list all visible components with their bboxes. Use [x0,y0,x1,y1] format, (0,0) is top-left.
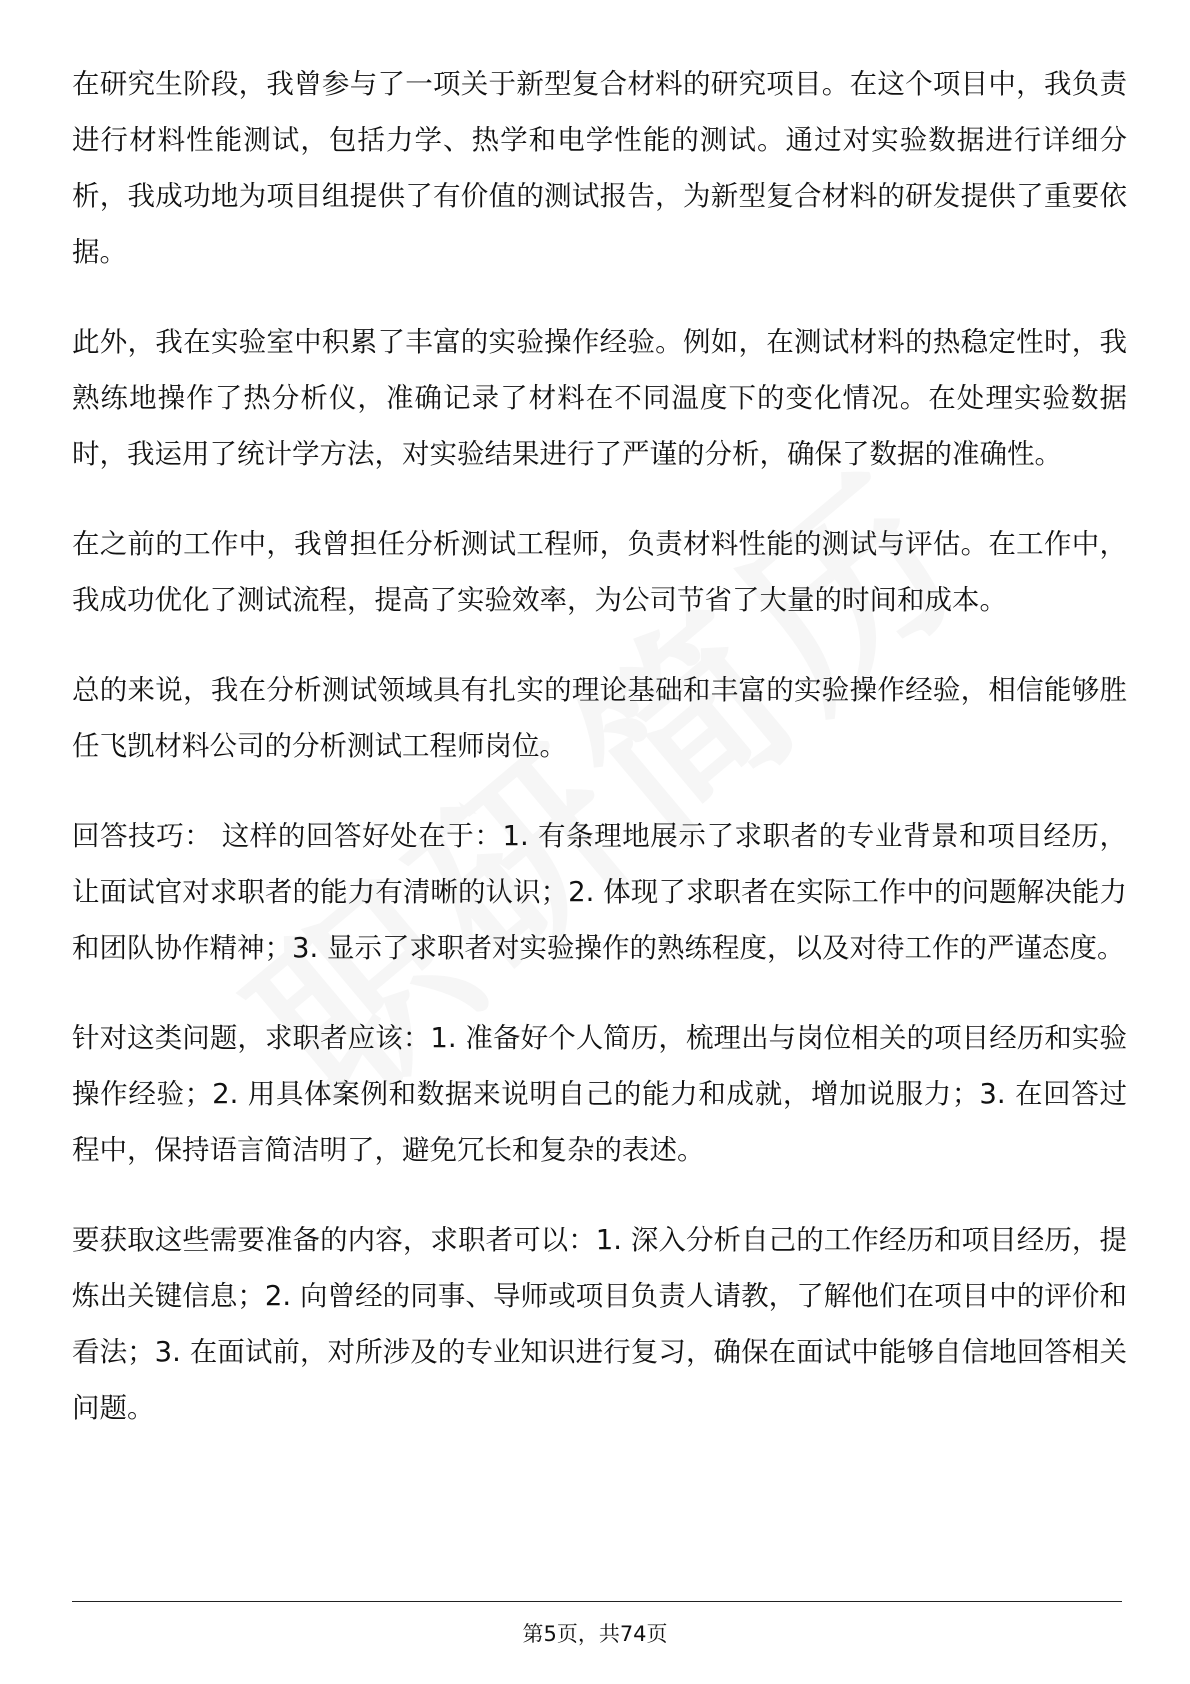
paragraph-4: 总的来说，我在分析测试领域具有扎实的理论基础和丰富的实验操作经验，相信能够胜任飞凯材料公司的分析测试工程师岗位。 [72,674,1127,762]
paragraph-advice: 针对这类问题，求职者应该：1. 准备好个人简历，梳理出与岗位相关的项目经历和实验操作经验；2. 用具体案例和数据来说明自己的能力和成就，增加说服力；3. 在回答过程中，保持语言简洁明了，避免冗长和复杂的表述。 [72,1022,1127,1166]
paragraph-answer-tips: 回答技巧： 这样的回答好处在于：1. 有条理地展示了求职者的专业背景和项目经历，让面试官对求职者的能力有清晰的认识；2. 体现了求职者在实际工作中的问题解决能力和团队协作精神；3. 显示了求职者对实验操作的熟练程度，以及对待工作的严谨态度。 [72,820,1127,964]
document-body [72,56,1127,1470]
paragraph-1: 在研究生阶段，我曾参与了一项关于新型复合材料的研究项目。在这个项目中，我负责进行材料性能测试，包括力学、热学和电学性能的测试。通过对实验数据进行详细分析，我成功地为项目组提供了有价值的测试报告，为新型复合材料的研发提供了重要依据。 [72,68,1127,268]
footer-divider [72,1601,1122,1602]
paragraph-preparation: 要获取这些需要准备的内容，求职者可以：1. 深入分析自己的工作经历和项目经历，提炼出关键信息；2. 向曾经的同事、导师或项目负责人请教，了解他们在项目中的评价和看法；3. 在面试前，对所涉及的专业知识进行复习，确保在面试中能够自信地回答相关问题。 [72,1224,1127,1424]
paragraph-2: 此外，我在实验室中积累了丰富的实验操作经验。例如，在测试材料的热稳定性时，我熟练地操作了热分析仪，准确记录了材料在不同温度下的变化情况。在处理实验数据时，我运用了统计学方法，对实验结果进行了严谨的分析，确保了数据的准确性。 [72,326,1127,470]
page-number: 第5页，共74页 [522,1622,668,1646]
paragraph-3: 在之前的工作中，我曾担任分析测试工程师，负责材料性能的测试与评估。在工作中，我成功优化了测试流程，提高了实验效率，为公司节省了大量的时间和成本。 [72,528,1127,616]
